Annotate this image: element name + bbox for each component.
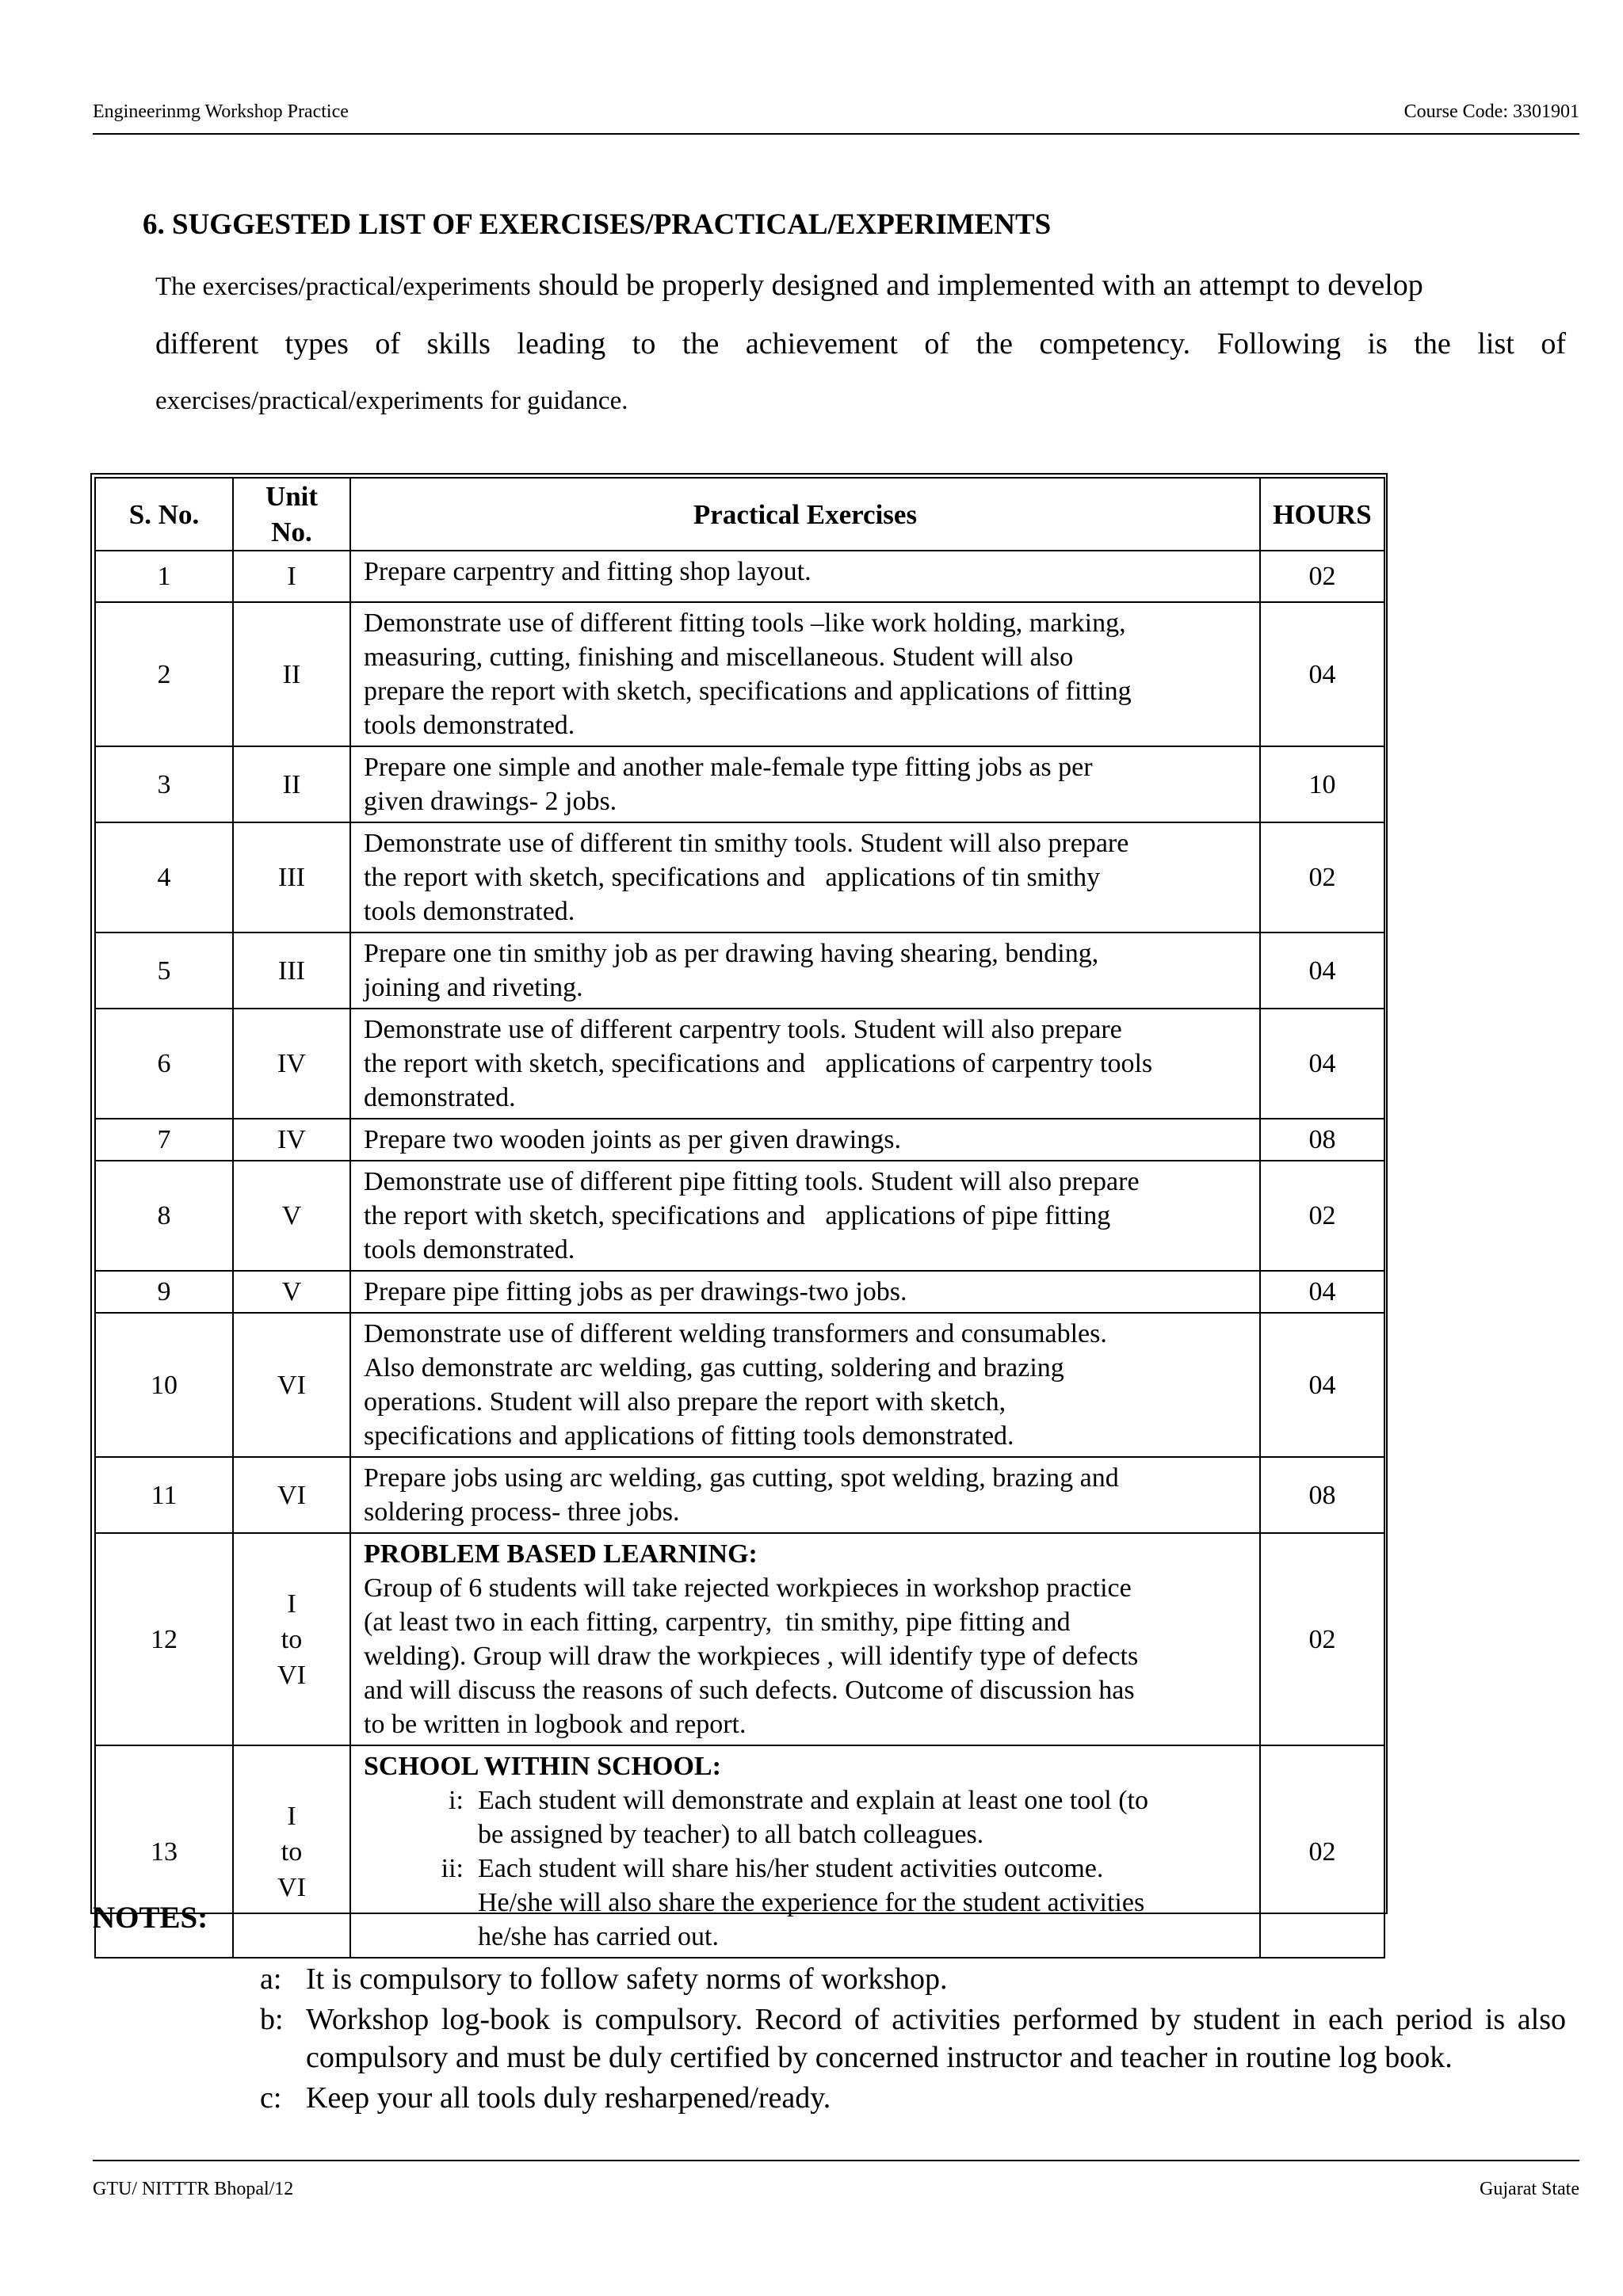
sub-item-number: ii: <box>441 1854 464 1883</box>
unit-part: to <box>281 1624 303 1654</box>
exercise-line: demonstrated. <box>364 1083 516 1112</box>
cell-sno: 9 <box>95 1271 233 1313</box>
cell-exercise <box>350 602 1260 746</box>
note-item <box>260 2079 1566 2117</box>
exercise-line: operations. Student will also prepare the report with sketch, <box>364 1387 1006 1417</box>
cell-unit: IV <box>233 1119 350 1161</box>
cell-exercise <box>350 822 1260 933</box>
cell-hours: 08 <box>1260 1457 1384 1533</box>
cell-unit: II <box>233 602 350 746</box>
intro-line-3: exercises/practical/experiments for guidance. <box>155 387 628 415</box>
unit-part: VI <box>277 1660 306 1690</box>
exercise-line: prepare the report with sketch, specifications and applications of fitting <box>364 677 1132 706</box>
exercise-line: Prepare carpentry and fitting shop layout. <box>364 557 812 586</box>
cell-unit: V <box>233 1271 350 1313</box>
cell-hours: 04 <box>1260 1271 1384 1313</box>
cell-unit: I <box>233 551 350 602</box>
exercise-line: Demonstrate use of different carpentry tools. Student will also prepare <box>364 1015 1122 1044</box>
exercise-line: joining and riveting. <box>364 973 583 1002</box>
cell-hours: 02 <box>1260 1745 1384 1958</box>
table-row <box>95 933 1384 1009</box>
header-course-title: Engineerinmg Workshop Practice <box>93 101 349 122</box>
note-key: c: <box>260 2081 282 2115</box>
header-sno: S. No. <box>95 478 233 551</box>
page-header <box>93 101 1579 135</box>
notes-list <box>260 1960 1566 2119</box>
sub-item-line: He/she will also share the experience for the student activities <box>478 1888 1145 1917</box>
unit-part: to <box>281 1836 303 1867</box>
unit-part: I <box>287 1801 296 1831</box>
exercise-line: tools demonstrated. <box>364 711 575 740</box>
note-item <box>260 1960 1566 1998</box>
exercise-line: Demonstrate use of different tin smithy tools. Student will also prepare <box>364 829 1129 858</box>
intro-line-2: different types of skills leading to the achievement of the competency. Following is the list of <box>155 327 1566 360</box>
cell-unit: VI <box>233 1313 350 1457</box>
exercise-line: the report with sketch, specifications and applications of carpentry tools <box>364 1049 1153 1078</box>
exercise-line: Demonstrate use of different fitting tools –like work holding, marking, <box>364 608 1126 638</box>
cell-sno: 6 <box>95 1009 233 1119</box>
exercise-line: tools demonstrated. <box>364 897 575 926</box>
exercise-line: given drawings- 2 jobs. <box>364 787 617 816</box>
footer-right: Gujarat State <box>1480 2179 1579 2199</box>
table-row <box>95 1457 1384 1533</box>
cell-exercise <box>350 1457 1260 1533</box>
cell-sno: 8 <box>95 1161 233 1271</box>
sub-item-line: Each student will share his/her student activities outcome. <box>478 1854 1104 1883</box>
exercise-line: the report with sketch, specifications and applications of tin smithy <box>364 863 1101 892</box>
cell-hours: 02 <box>1260 822 1384 933</box>
cell-unit: VI <box>233 1457 350 1533</box>
table-row <box>95 1271 1384 1313</box>
cell-hours: 02 <box>1260 1161 1384 1271</box>
header-unit: Unit No. <box>233 478 350 551</box>
cell-exercise <box>350 746 1260 822</box>
table-row <box>95 1161 1384 1271</box>
intro-line-1-small: The exercises/practical/experiments <box>155 273 531 301</box>
table-header-row <box>95 478 1384 551</box>
exercise-line: Prepare jobs using arc welding, gas cutting, spot welding, brazing and <box>364 1463 1119 1493</box>
sub-item-text <box>478 1852 1251 1954</box>
note-text: It is compulsory to follow safety norms of workshop. <box>306 1962 948 1996</box>
table-row <box>95 1745 1384 1958</box>
note-key: b: <box>260 2003 284 2036</box>
cell-unit <box>233 1745 350 1958</box>
sub-list <box>364 1783 1251 1954</box>
section-title: 6. SUGGESTED LIST OF EXERCISES/PRACTICAL/EXPERIMENTS <box>143 208 1052 241</box>
cell-sno: 2 <box>95 602 233 746</box>
table-row <box>95 551 1384 602</box>
exercise-line: Prepare one tin smithy job as per drawing having shearing, bending, <box>364 939 1099 968</box>
table-row <box>95 1313 1384 1457</box>
cell-sno: 11 <box>95 1457 233 1533</box>
exercise-line: and will discuss the reasons of such defects. Outcome of discussion has <box>364 1676 1135 1705</box>
note-key: a: <box>260 1962 282 1996</box>
cell-unit <box>233 1533 350 1745</box>
header-course-code: Course Code: 3301901 <box>1403 101 1579 122</box>
cell-exercise <box>350 1745 1260 1958</box>
table-row <box>95 822 1384 933</box>
exercise-line: Demonstrate use of different pipe fitting tools. Student will also prepare <box>364 1167 1140 1196</box>
exercise-line: Prepare one simple and another male-female type fitting jobs as per <box>364 753 1093 782</box>
sub-list-item <box>364 1852 1251 1954</box>
table-row <box>95 1009 1384 1119</box>
exercise-line: soldering process- three jobs. <box>364 1497 680 1527</box>
note-text: Workshop log-book is compulsory. Record of activities performed by student in each period is also compulsory and must be duly certified by concerned instructor and teacher in routine log book. <box>306 2003 1566 2074</box>
cell-sno: 1 <box>95 551 233 602</box>
note-text: Keep your all tools duly resharpened/ready. <box>306 2081 831 2115</box>
intro-line-1-rest: should be properly designed and implemented with an attempt to develop <box>530 269 1423 302</box>
cell-exercise <box>350 1161 1260 1271</box>
sub-item-number: i: <box>449 1786 464 1815</box>
cell-sno: 7 <box>95 1119 233 1161</box>
footer-left: GTU/ NITTTR Bhopal/12 <box>93 2179 294 2199</box>
exercise-line: the report with sketch, specifications and applications of pipe fitting <box>364 1201 1111 1230</box>
cell-exercise <box>350 1533 1260 1745</box>
intro-paragraph <box>155 257 1566 429</box>
intro-line-1 <box>155 257 1566 315</box>
exercise-line: Also demonstrate arc welding, gas cutting, soldering and brazing <box>364 1353 1064 1383</box>
cell-sno: 10 <box>95 1313 233 1457</box>
cell-hours: 08 <box>1260 1119 1384 1161</box>
exercises-table <box>94 477 1385 1958</box>
sub-item-line: he/she has carried out. <box>478 1922 719 1951</box>
sub-item-text <box>478 1783 1251 1852</box>
exercise-line: Prepare two wooden joints as per given drawings. <box>364 1125 901 1154</box>
cell-sno: 13 <box>95 1745 233 1958</box>
page-footer <box>93 2160 1579 2199</box>
cell-hours: 04 <box>1260 602 1384 746</box>
cell-exercise <box>350 1009 1260 1119</box>
header-exercise: Practical Exercises <box>350 478 1260 551</box>
cell-exercise <box>350 1313 1260 1457</box>
exercise-line: tools demonstrated. <box>364 1235 575 1264</box>
table-row <box>95 1533 1384 1745</box>
cell-sno: 5 <box>95 933 233 1009</box>
table-row <box>95 746 1384 822</box>
cell-unit: IV <box>233 1009 350 1119</box>
cell-hours: 04 <box>1260 933 1384 1009</box>
cell-exercise <box>350 1271 1260 1313</box>
exercise-line: Prepare pipe fitting jobs as per drawings-two jobs. <box>364 1277 907 1306</box>
exercise-line: measuring, cutting, finishing and miscellaneous. Student will also <box>364 643 1074 672</box>
cell-hours: 04 <box>1260 1009 1384 1119</box>
cell-exercise <box>350 933 1260 1009</box>
sub-list-item <box>364 1783 1251 1852</box>
exercise-line: (at least two in each fitting, carpentry, tin smithy, pipe fitting and <box>364 1608 1071 1637</box>
cell-sno: 3 <box>95 746 233 822</box>
exercise-line: specifications and applications of fitting tools demonstrated. <box>364 1421 1014 1451</box>
notes-heading: NOTES: <box>93 1901 208 1935</box>
exercise-heading: SCHOOL WITHIN SCHOOL: <box>364 1752 721 1781</box>
sub-item-line: Each student will demonstrate and explain at least one tool (to <box>478 1786 1148 1815</box>
cell-sno: 4 <box>95 822 233 933</box>
exercise-heading: PROBLEM BASED LEARNING: <box>364 1539 758 1569</box>
cell-unit: III <box>233 933 350 1009</box>
cell-hours: 04 <box>1260 1313 1384 1457</box>
unit-part: I <box>287 1589 296 1619</box>
exercise-line: Group of 6 students will take rejected workpieces in workshop practice <box>364 1573 1132 1603</box>
table-row <box>95 1119 1384 1161</box>
cell-sno: 12 <box>95 1533 233 1745</box>
exercise-line: Demonstrate use of different welding transformers and consumables. <box>364 1319 1107 1348</box>
exercise-line: to be written in logbook and report. <box>364 1710 747 1739</box>
sub-item-line: be assigned by teacher) to all batch colleagues. <box>478 1820 984 1849</box>
cell-unit: II <box>233 746 350 822</box>
cell-exercise <box>350 551 1260 602</box>
cell-hours: 02 <box>1260 1533 1384 1745</box>
unit-part: VI <box>277 1872 306 1902</box>
cell-exercise <box>350 1119 1260 1161</box>
cell-hours: 02 <box>1260 551 1384 602</box>
cell-unit: III <box>233 822 350 933</box>
cell-hours: 10 <box>1260 746 1384 822</box>
cell-unit: V <box>233 1161 350 1271</box>
exercise-line: welding). Group will draw the workpieces , will identify type of defects <box>364 1642 1139 1671</box>
note-item <box>260 2000 1566 2077</box>
header-hours: HOURS <box>1260 478 1384 551</box>
table-row <box>95 602 1384 746</box>
